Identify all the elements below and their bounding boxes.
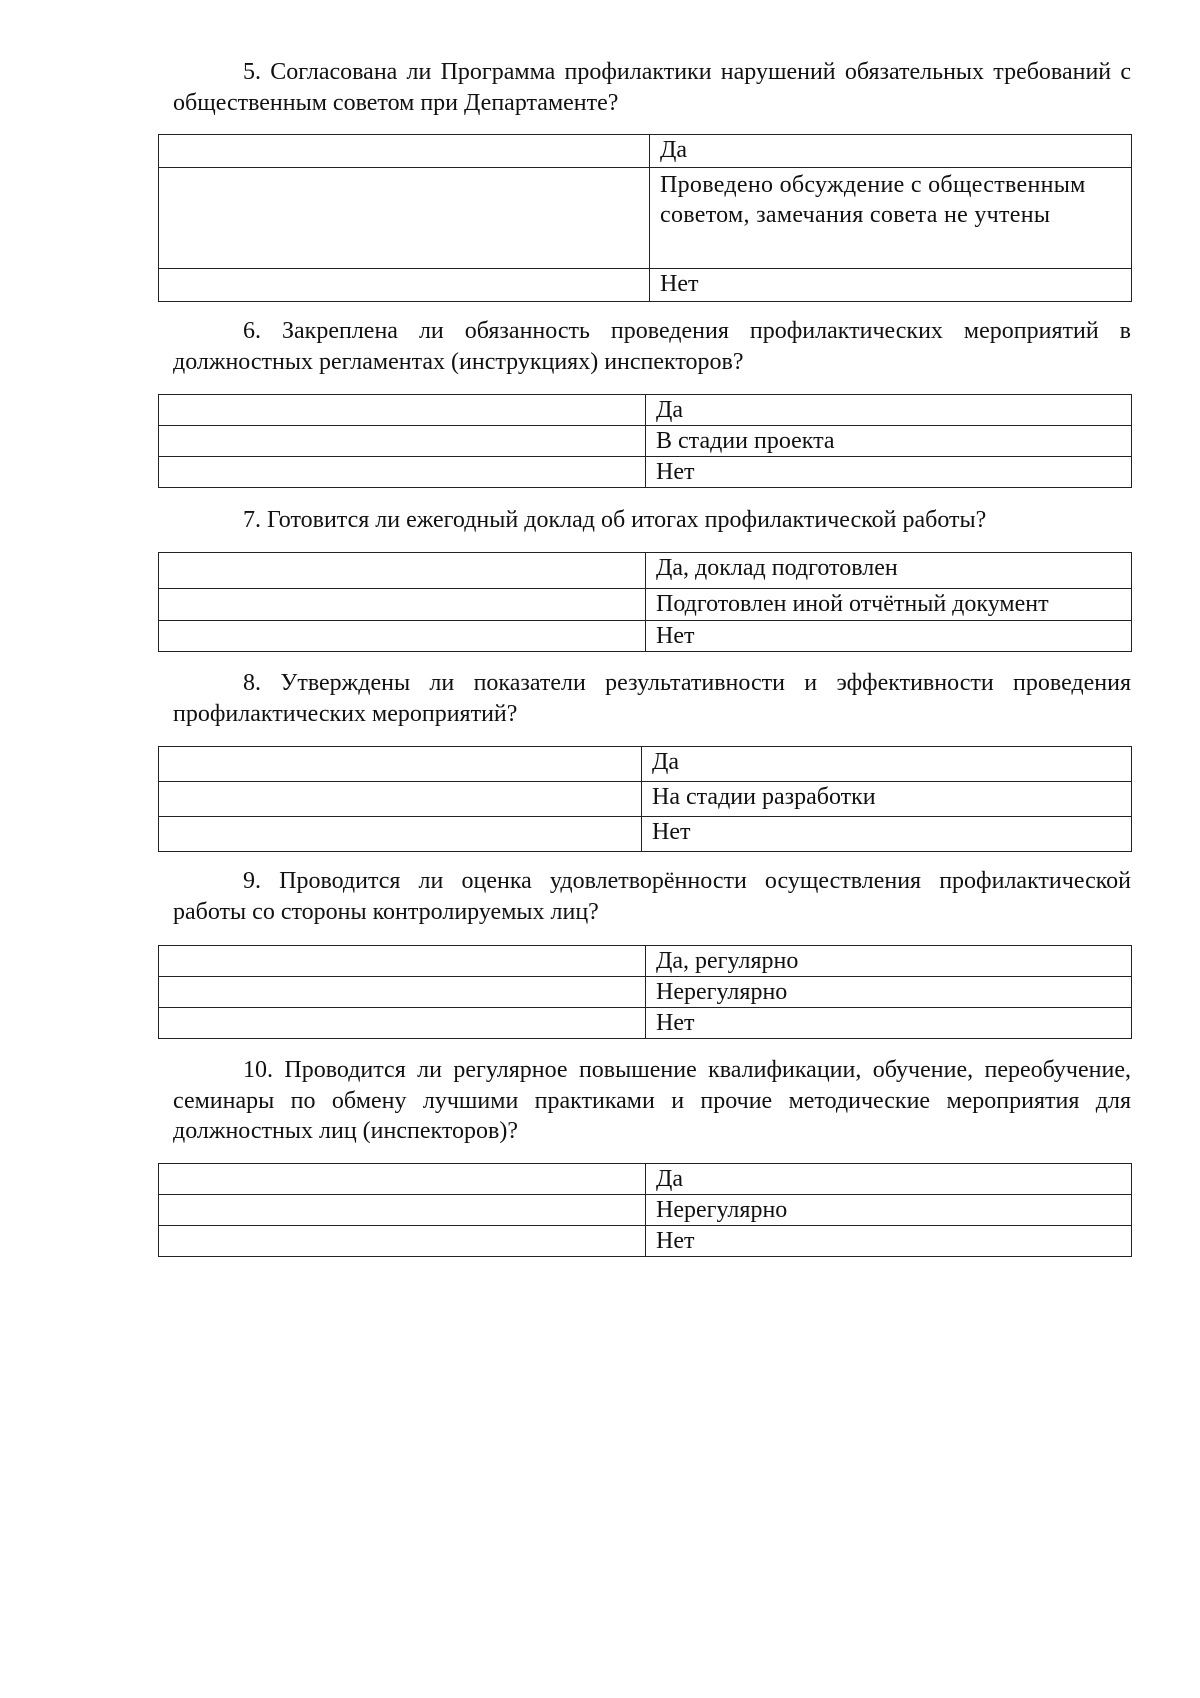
table-row [159,1008,1132,1039]
option-cell: Да, регулярно [646,946,1132,977]
table-row [159,621,1132,652]
option-cell: Нерегулярно [646,1195,1132,1226]
question-6 [173,316,1131,377]
question-number: 5. [243,59,261,85]
option-cell: Да [646,395,1132,426]
table-row [159,589,1132,621]
table-row [159,553,1132,589]
mark-cell[interactable] [159,457,646,488]
table-row [159,457,1132,488]
table-row [159,135,1132,168]
answer-table-9 [158,945,1132,1039]
answer-table-6 [158,394,1132,488]
table-row [159,946,1132,977]
option-cell: В стадии проекта [646,426,1132,457]
table-row [159,977,1132,1008]
question-text: Согласована ли Программа профилактики нарушений обязательных требований с общественным советом при Департаменте? [173,59,1132,116]
question-7 [173,505,1131,536]
mark-cell[interactable] [159,1226,646,1257]
option-cell: Нет [646,1226,1132,1257]
option-cell: Нет [646,1008,1132,1039]
answer-table-7 [158,552,1132,652]
mark-cell[interactable] [159,168,650,269]
question-number: 8. [243,670,261,696]
option-cell: Нет [646,457,1132,488]
question-number: 6. [243,318,261,344]
question-8 [173,668,1131,729]
mark-cell[interactable] [159,817,642,852]
mark-cell[interactable] [159,1008,646,1039]
mark-cell[interactable] [159,1164,646,1195]
mark-cell[interactable] [159,782,642,817]
question-text: Закреплена ли обязанность проведения профилактических мероприятий в должностных регламентах (инструкциях) инспекторов? [173,318,1131,375]
option-cell: Нерегулярно [646,977,1132,1008]
question-9 [173,866,1131,927]
option-cell: Проведено обсуждение с общественным советом, замечания совета не учтены [650,168,1132,269]
table-row [159,817,1132,852]
answer-table-5 [158,134,1132,302]
table-row [159,269,1132,302]
question-5 [173,57,1131,118]
question-10 [173,1055,1131,1147]
option-cell: Подготовлен иной отчётный документ [646,589,1132,621]
question-text: Готовится ли ежегодный доклад об итогах профилактической работы? [267,507,987,533]
mark-cell[interactable] [159,1195,646,1226]
option-cell: Да [650,135,1132,168]
answer-table-8 [158,746,1132,852]
option-cell: Нет [642,817,1132,852]
table-row [159,1226,1132,1257]
table-row [159,395,1132,426]
question-text: Утверждены ли показатели результативности и эффективности проведения профилактических мероприятий? [173,670,1131,727]
option-cell: Да [642,747,1132,782]
question-number: 9. [243,868,261,894]
mark-cell[interactable] [159,946,646,977]
mark-cell[interactable] [159,747,642,782]
option-cell: Да [646,1164,1132,1195]
mark-cell[interactable] [159,135,650,168]
answer-table-10 [158,1163,1132,1257]
question-number: 7. [243,507,261,533]
table-row [159,747,1132,782]
option-cell: На стадии разработки [642,782,1132,817]
mark-cell[interactable] [159,589,646,621]
option-cell: Да, доклад подготовлен [646,553,1132,589]
mark-cell[interactable] [159,395,646,426]
question-text: Проводится ли регулярное повышение квалификации, обучение, переобучение, семинары по обмену лучшими практиками и прочие методические мероприятия для должностных лиц (инспекторов)? [173,1057,1131,1144]
option-cell: Нет [646,621,1132,652]
mark-cell[interactable] [159,621,646,652]
question-number: 10. [243,1057,273,1083]
mark-cell[interactable] [159,426,646,457]
option-cell: Нет [650,269,1132,302]
question-text: Проводится ли оценка удовлетворённости осуществления профилактической работы со стороны контролируемых лиц? [173,868,1131,925]
table-row [159,426,1132,457]
table-row [159,782,1132,817]
mark-cell[interactable] [159,553,646,589]
mark-cell[interactable] [159,269,650,302]
table-row [159,1164,1132,1195]
table-row [159,1195,1132,1226]
table-row [159,168,1132,269]
mark-cell[interactable] [159,977,646,1008]
